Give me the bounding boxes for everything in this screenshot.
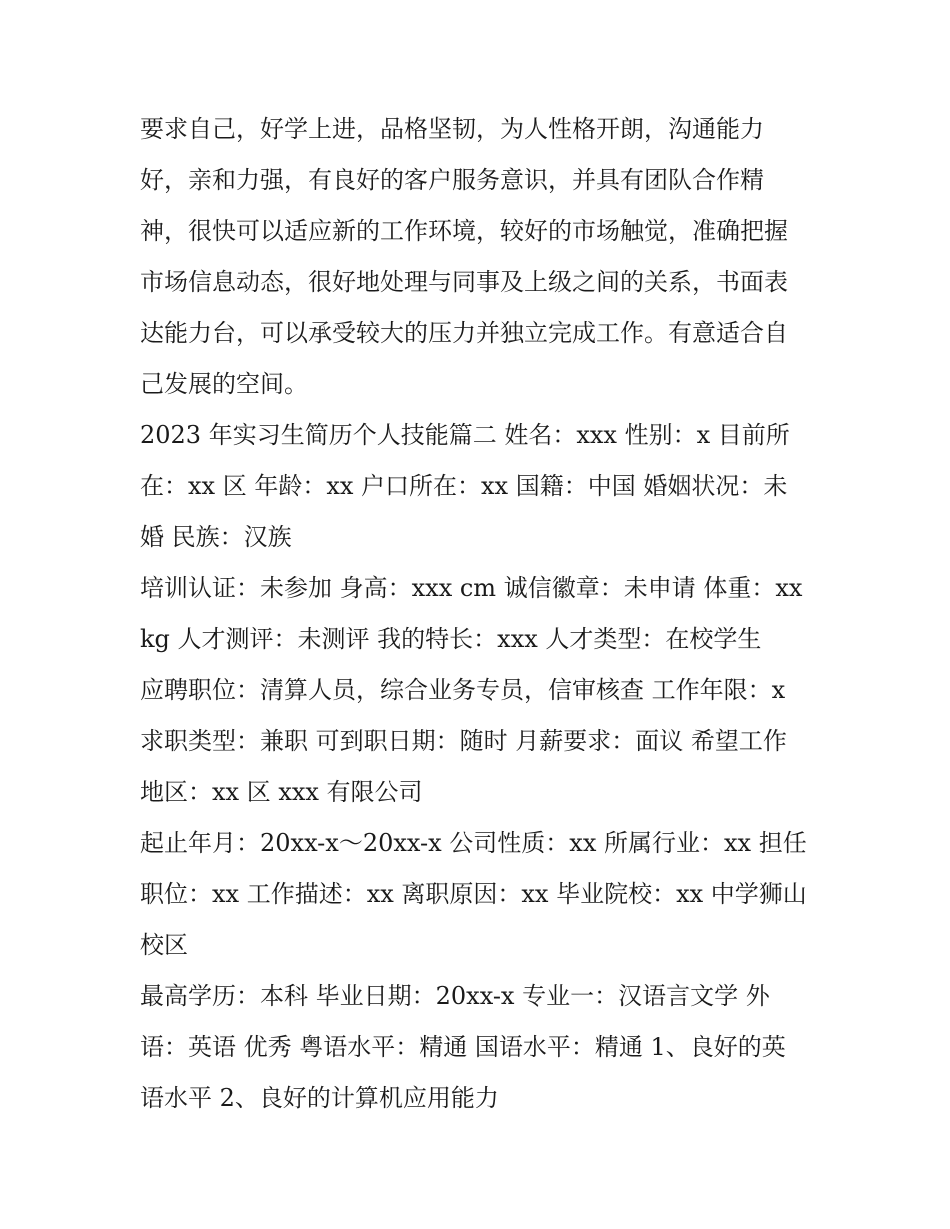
text-line: 培训认证：未参加 身高：xxx cm 诚信徽章：未申请 体重：xx xyxy=(140,574,803,602)
text-line: 婚 民族：汉族 xyxy=(140,523,292,551)
text-line: 市场信息动态，很好地处理与同事及上级之间的关系，书面表 xyxy=(140,268,788,296)
text-line: 达能力台，可以承受较大的压力并独立完成工作。有意适合自 xyxy=(140,319,788,347)
text-line: 己发展的空间。 xyxy=(140,370,308,398)
text-line: 起止年月：20xx-x～20xx-x 公司性质：xx 所属行业：xx 担任 xyxy=(140,829,807,857)
text-line: 语水平 2、良好的计算机应用能力 xyxy=(140,1084,499,1112)
text-line: 求职类型：兼职 可到职日期：随时 月薪要求：面议 希望工作 xyxy=(140,727,787,755)
text-line: 校区 xyxy=(140,931,188,959)
text-line: 地区：xx 区 xxx 有限公司 xyxy=(140,778,423,806)
text-line: 应聘职位：清算人员，综合业务专员，信审核查 工作年限：x xyxy=(140,676,786,704)
document-body xyxy=(140,104,820,1124)
text-line: 要求自己，好学上进，品格坚韧，为人性格开朗，沟通能力 xyxy=(140,115,764,143)
text-line: 在：xx 区 年龄：xx 户口所在：xx 国籍：中国 婚姻状况：未 xyxy=(140,472,788,500)
text-line: 2023 年实习生简历个人技能篇二 姓名：xxx 性别：x 目前所 xyxy=(140,421,790,449)
text-line: 最高学历：本科 毕业日期：20xx-x 专业一：汉语言文学 外 xyxy=(140,982,770,1010)
text-line: 语：英语 优秀 粤语水平：精通 国语水平：精通 1、良好的英 xyxy=(140,1033,786,1061)
text-line: 神，很快可以适应新的工作环境，较好的市场触觉，准确把握 xyxy=(140,217,788,245)
text-line: 好，亲和力强，有良好的客户服务意识，并具有团队合作精 xyxy=(140,166,764,194)
text-line: kg 人才测评：未测评 我的特长：xxx 人才类型：在校学生 xyxy=(140,625,762,653)
text-line: 职位：xx 工作描述：xx 离职原因：xx 毕业院校：xx 中学狮山 xyxy=(140,880,807,908)
